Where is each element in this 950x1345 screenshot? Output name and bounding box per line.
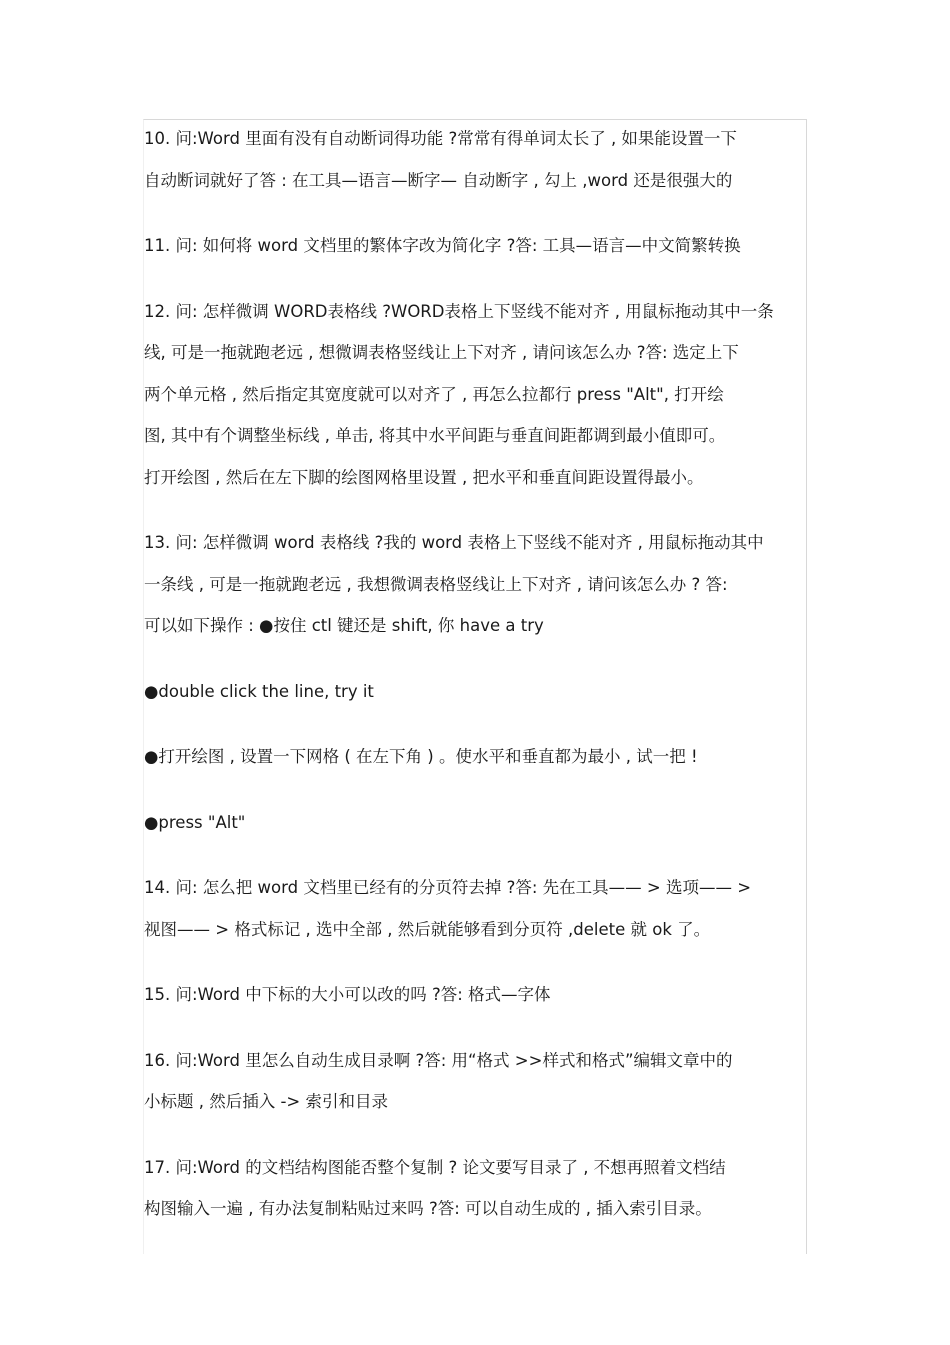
text-line: 小标题 , 然后插入 -> 索引和目录 bbox=[144, 1092, 389, 1111]
text-line: 视图—— > 格式标记 , 选中全部 , 然后就能够看到分页符 ,delete 就 ok 了。 bbox=[144, 919, 711, 939]
text-line: 打开绘图 , 然后在左下脚的绘图网格里设置 , 把水平和垂直间距设置得最小。 bbox=[144, 467, 704, 487]
text-line: 11. 问: 如何将 word 文档里的繁体字改为简化字 ?答: 工具—语言—中文简繁转换 bbox=[144, 236, 741, 255]
qa-item-15 bbox=[144, 974, 812, 1016]
qa-item-12 bbox=[144, 291, 812, 499]
qa-item-10 bbox=[144, 118, 812, 201]
text-line: 14. 问: 怎么把 word 文档里已经有的分页符去掉 ?答: 先在工具—— > 选项—— > bbox=[144, 878, 752, 897]
text-line: 16. 问:Word 里怎么自动生成目录啊 ?答: 用“格式 >>样式和格式”编辑文章中的 bbox=[144, 1050, 733, 1070]
text-line: 两个单元格 , 然后指定其宽度就可以对齐了 , 再怎么拉都行 press "Alt", 打开绘 bbox=[144, 384, 724, 404]
qa-item-13 bbox=[144, 522, 812, 647]
qa-item-14 bbox=[144, 867, 812, 950]
text-line: 12. 问: 怎样微调 WORD表格线 ?WORD表格上下竖线不能对齐 , 用鼠标拖动其中一条 bbox=[144, 301, 774, 321]
document-body bbox=[144, 118, 812, 1254]
bullet-double-click bbox=[144, 671, 812, 713]
text-line: 13. 问: 怎样微调 word 表格线 ?我的 word 表格上下竖线不能对齐 , 用鼠标拖动其中 bbox=[144, 533, 764, 552]
text-line: 一条线 , 可是一拖就跑老远 , 我想微调表格竖线让上下对齐 , 请问该怎么办 ? 答: bbox=[144, 574, 728, 594]
text-line: 15. 问:Word 中下标的大小可以改的吗 ?答: 格式—字体 bbox=[144, 985, 551, 1004]
text-line: 构图输入一遍 , 有办法复制粘贴过来吗 ?答: 可以自动生成的 , 插入索引目录。 bbox=[144, 1199, 712, 1218]
text-line: 17. 问:Word 的文档结构图能否整个复制 ? 论文要写目录了 , 不想再照着文档结 bbox=[144, 1157, 726, 1177]
text-line: 线, 可是一拖就跑老远 , 想微调表格竖线让上下对齐 , 请问该怎么办 ?答: 选定上下 bbox=[144, 343, 739, 362]
text-line: ●double click the line, try it bbox=[144, 681, 374, 701]
text-line: 自动断词就好了答 : 在工具—语言—断字— 自动断字 , 勾上 ,word 还是很强大的 bbox=[144, 170, 733, 190]
text-line: 10. 问:Word 里面有没有自动断词得功能 ?常常有得单词太长了 , 如果能设置一下 bbox=[144, 129, 737, 148]
text-line: ●press "Alt" bbox=[144, 812, 246, 832]
qa-item-11 bbox=[144, 225, 812, 267]
text-line: 可以如下操作 : ●按住 ctl 键还是 shift, 你 have a try bbox=[144, 616, 544, 635]
qa-item-16 bbox=[144, 1040, 812, 1123]
bullet-press-alt bbox=[144, 802, 812, 844]
qa-item-17 bbox=[144, 1147, 812, 1230]
text-line: ●打开绘图 , 设置一下网格 ( 在左下角 ) 。使水平和垂直都为最小 , 试一把 ! bbox=[144, 747, 698, 766]
bullet-drawing-grid bbox=[144, 736, 812, 778]
text-line: 图, 其中有个调整坐标线 , 单击, 将其中水平间距与垂直间距都调到最小值即可。 bbox=[144, 426, 726, 445]
